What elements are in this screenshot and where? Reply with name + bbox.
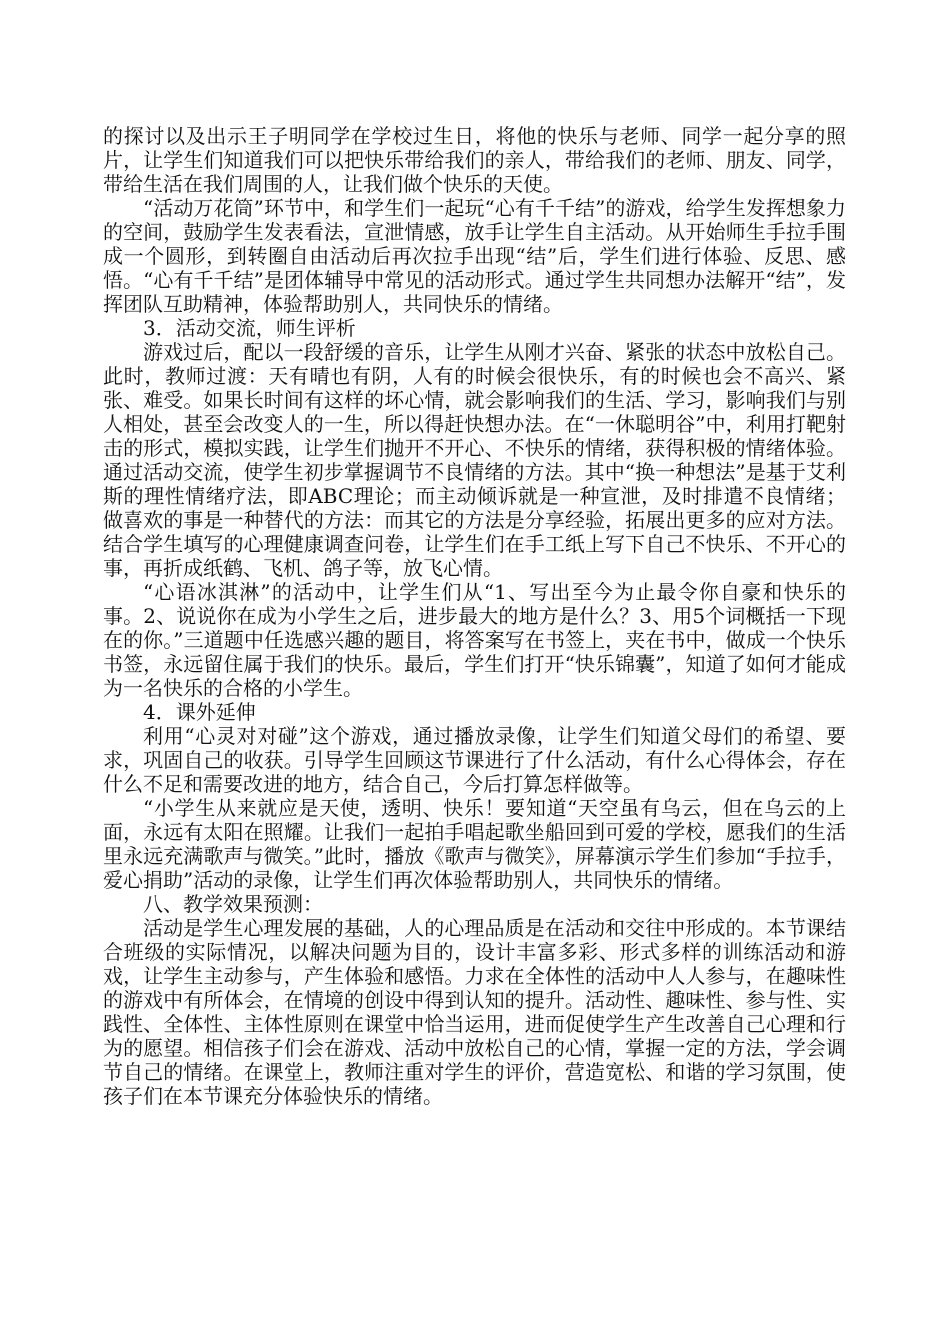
document-page [103, 124, 846, 1108]
paragraph-continued: 的探讨以及出示王子明同学在学校过生日，将他的快乐与老师、同学一起分享的照片，让学生们知道我们可以把快乐带给我们的亲人，带给我们的老师、朋友、同学，带给生活在我们周围的人，让我们做个快乐的天使。 [103, 124, 846, 196]
section-heading-8: 八、教学效果预测： [143, 892, 323, 916]
section-heading-4: 4．课外延伸 [143, 700, 256, 724]
paragraph-activity-kaleidoscope: “活动万花筒”环节中，和学生们一起玩“心有千千结”的游戏，给学生发挥想象力的空间，鼓励学生发表看法，宣泄情感，放手让学生自主活动。从开始师生手拉手围成一个圆形，到转圈自由活动后再次拉手出现“结”后，学生们进行体验、反思、感悟。“心有千千结”是团体辅导中常见的活动形式。通过学生共同想办法解开“结”，发挥团队互助精神，体验帮助别人，共同快乐的情绪。 [103, 196, 846, 316]
paragraph-heart-collision: 利用“心灵对对碰”这个游戏，通过播放录像，让学生们知道父母们的希望、要求，巩固自己的收获。引导学生回顾这节课进行了什么活动，有什么心得体会，存在什么不足和需要改进的地方，结合自己，今后打算怎样做等。 [103, 724, 846, 796]
paragraph-angel: “小学生从来就应是天使，透明、快乐！要知道“天空虽有乌云，但在乌云的上面，永远有太阳在照耀。让我们一起拍手唱起歌坐船回到可爱的学校，愿我们的生活里永远充满歌声与微笑。”此时，播放《歌声与微笑》，屏幕演示学生们参加“手拉手，爱心捐助”活动的录像，让学生们再次体验帮助别人，共同快乐的情绪。 [103, 796, 846, 892]
paragraph-after-game: 游戏过后，配以一段舒缓的音乐，让学生从刚才兴奋、紧张的状态中放松自己。此时，教师过渡：天有晴也有阴，人有的时候会很快乐，有的时候也会不高兴、紧张、难受。如果长时间有这样的坏心情，就会影响我们的生活、学习，影响我们与别人相处，甚至会改变人的一生，所以得赶快想办法。在“一休聪明谷”中，利用打靶射击的形式，模拟实践，让学生们抛开不开心、不快乐的情绪，获得积极的情绪体验。通过活动交流，使学生初步掌握调节不良情绪的方法。其中“换一种想法”是基于艾利斯的理性情绪疗法，即ABC理论；而主动倾诉就是一种宣泄，及时排遣不良情绪；做喜欢的事是一种替代的方法：而其它的方法是分享经验，拓展出更多的应对方法。结合学生填写的心理健康调查问卷，让学生们在手工纸上写下自己不快乐、不开心的事，再折成纸鹤、飞机、鸽子等，放飞心情。 [103, 340, 846, 580]
section-heading-3: 3．活动交流，师生评析 [143, 316, 356, 340]
paragraph-ice-cream: “心语冰淇淋”的活动中，让学生们从“1、写出至今为止最令你自豪和快乐的事。2、说说你在成为小学生之后，进步最大的地方是什么？3、用5个词概括一下现在的你。”三道题中任选感兴趣的题目，将答案写在书签上，夹在书中，做成一个快乐书签，永远留住属于我们的快乐。最后，学生们打开“快乐锦囊”，知道了如何才能成为一名快乐的合格的小学生。 [103, 580, 846, 700]
paragraph-effect-prediction: 活动是学生心理发展的基础，人的心理品质是在活动和交往中形成的。本节课结合班级的实际情况，以解决问题为目的，设计丰富多彩、形式多样的训练活动和游戏，让学生主动参与，产生体验和感悟。力求在全体性的活动中人人参与，在趣味性的游戏中有所体会，在情境的创设中得到认知的提升。活动性、趣味性、参与性、实践性、全体性、主体性原则在课堂中恰当运用，进而促使学生产生改善自己心理和行为的愿望。相信孩子们会在游戏、活动中放松自己的心情，掌握一定的方法，学会调节自己的情绪。在课堂上，教师注重对学生的评价，营造宽松、和谐的学习氛围，使孩子们在本节课充分体验快乐的情绪。 [103, 916, 846, 1108]
